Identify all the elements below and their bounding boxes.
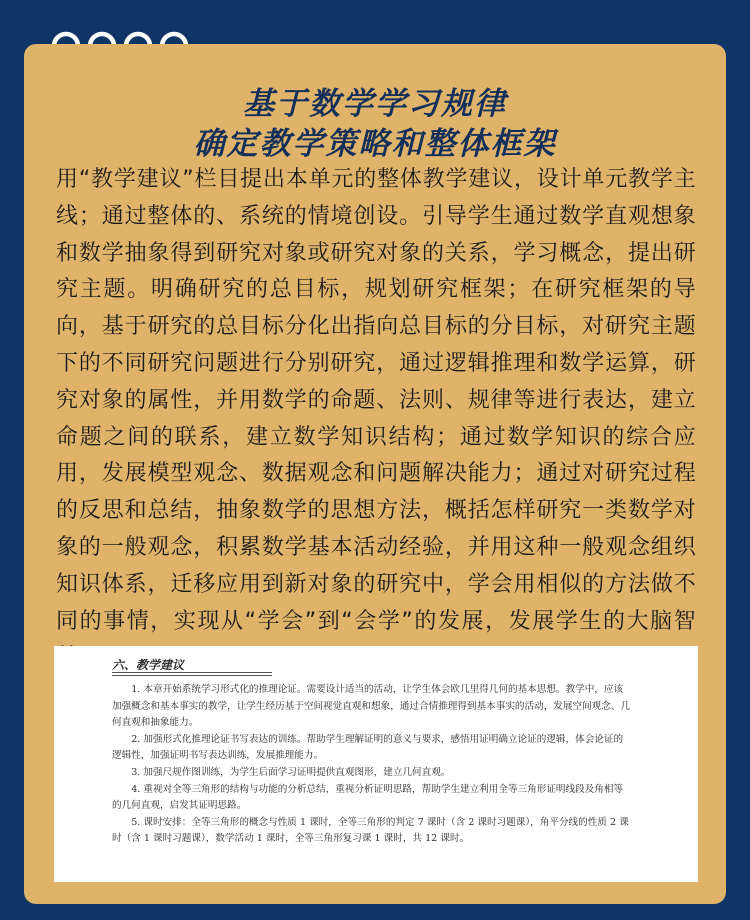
- title-line-2: 确定教学策略和整体框架: [193, 126, 557, 162]
- heading-rule-double: [112, 675, 272, 676]
- excerpt-paragraph: 1. 本章开始系统学习形式化的推理论证。需要设计适当的活动，让学生体会欧几里得几何的基本思想。教学中，应该加强概念和基本事实的教学，让学生经历基于空间视觉直观和想象，通过合情推理得到基本事实的活动，发展空间观念、几何直观和抽象能力。: [112, 684, 631, 729]
- excerpt-paragraph: 3. 加强尺规作图训练，为学生后面学习证明提供直观图形，建立几何直观。: [131, 766, 451, 778]
- excerpt-paragraph: 2. 加强形式化推理论证书写表达的训练。帮助学生理解证明的意义与要求，感悟用证明确立论证的逻辑，体会论证的逻辑性，加强证明书写表达训练，发展推理能力。: [112, 733, 624, 762]
- title-line-1: 基于数学学习规律: [243, 86, 507, 122]
- heading-rule: [112, 672, 272, 673]
- excerpt-heading: 六、教学建议: [112, 658, 185, 672]
- body-paragraph: 用“教学建议”栏目提出本单元的整体教学建议，设计单元教学主线；通过整体的、系统的情境创设。引导学生通过数学直观想象和数学抽象得到研究对象或研究对象的关系，学习概念，提出研究主题。明确研究的总目标，规划研究框架；在研究框架的导向，基于研究的总目标分化出指向总目标的分目标，对研究主题下的不同研究问题进行分别研究，通过逻辑推理和数学运算，研究对象的属性，并用数学的命题、法则、规律等进行表达，建立命题之间的联系，建立数学知识结构；通过数学知识的综合应用，发展模型观念、数据观念和问题解决能力；通过对研究过程的反思和总结，抽象数学的思想方法，概括怎样研究一类数学对象的一般观念，积累数学基本活动经验，并用这种一般观念组织知识体系，迁移应用到新对象的研究中，学会用相似的方法做不同的事情，实现从“学会”到“会学”的发展，发展学生的大脑智: [56, 167, 696, 634]
- excerpt-body: [112, 682, 632, 848]
- excerpt-paragraph: 4. 重视对全等三角形的结构与功能的分析总结，重视分析证明思路，帮助学生建立利用全等三角形证明线段及角相等的几何直观，启发其证明思路。: [112, 783, 624, 812]
- textbook-excerpt-image: [54, 646, 698, 882]
- content-card: [24, 44, 726, 904]
- excerpt-paragraph: 5. 课时安排：全等三角形的概念与性质 1 课时，全等三角形的判定 7 课时（含 2 课时习题课），角平分线的性质 2 课时（含 1 课时习题课），数学活动 1 课时，全等三角形复习课 1 课时，共 12 课时。: [112, 816, 629, 845]
